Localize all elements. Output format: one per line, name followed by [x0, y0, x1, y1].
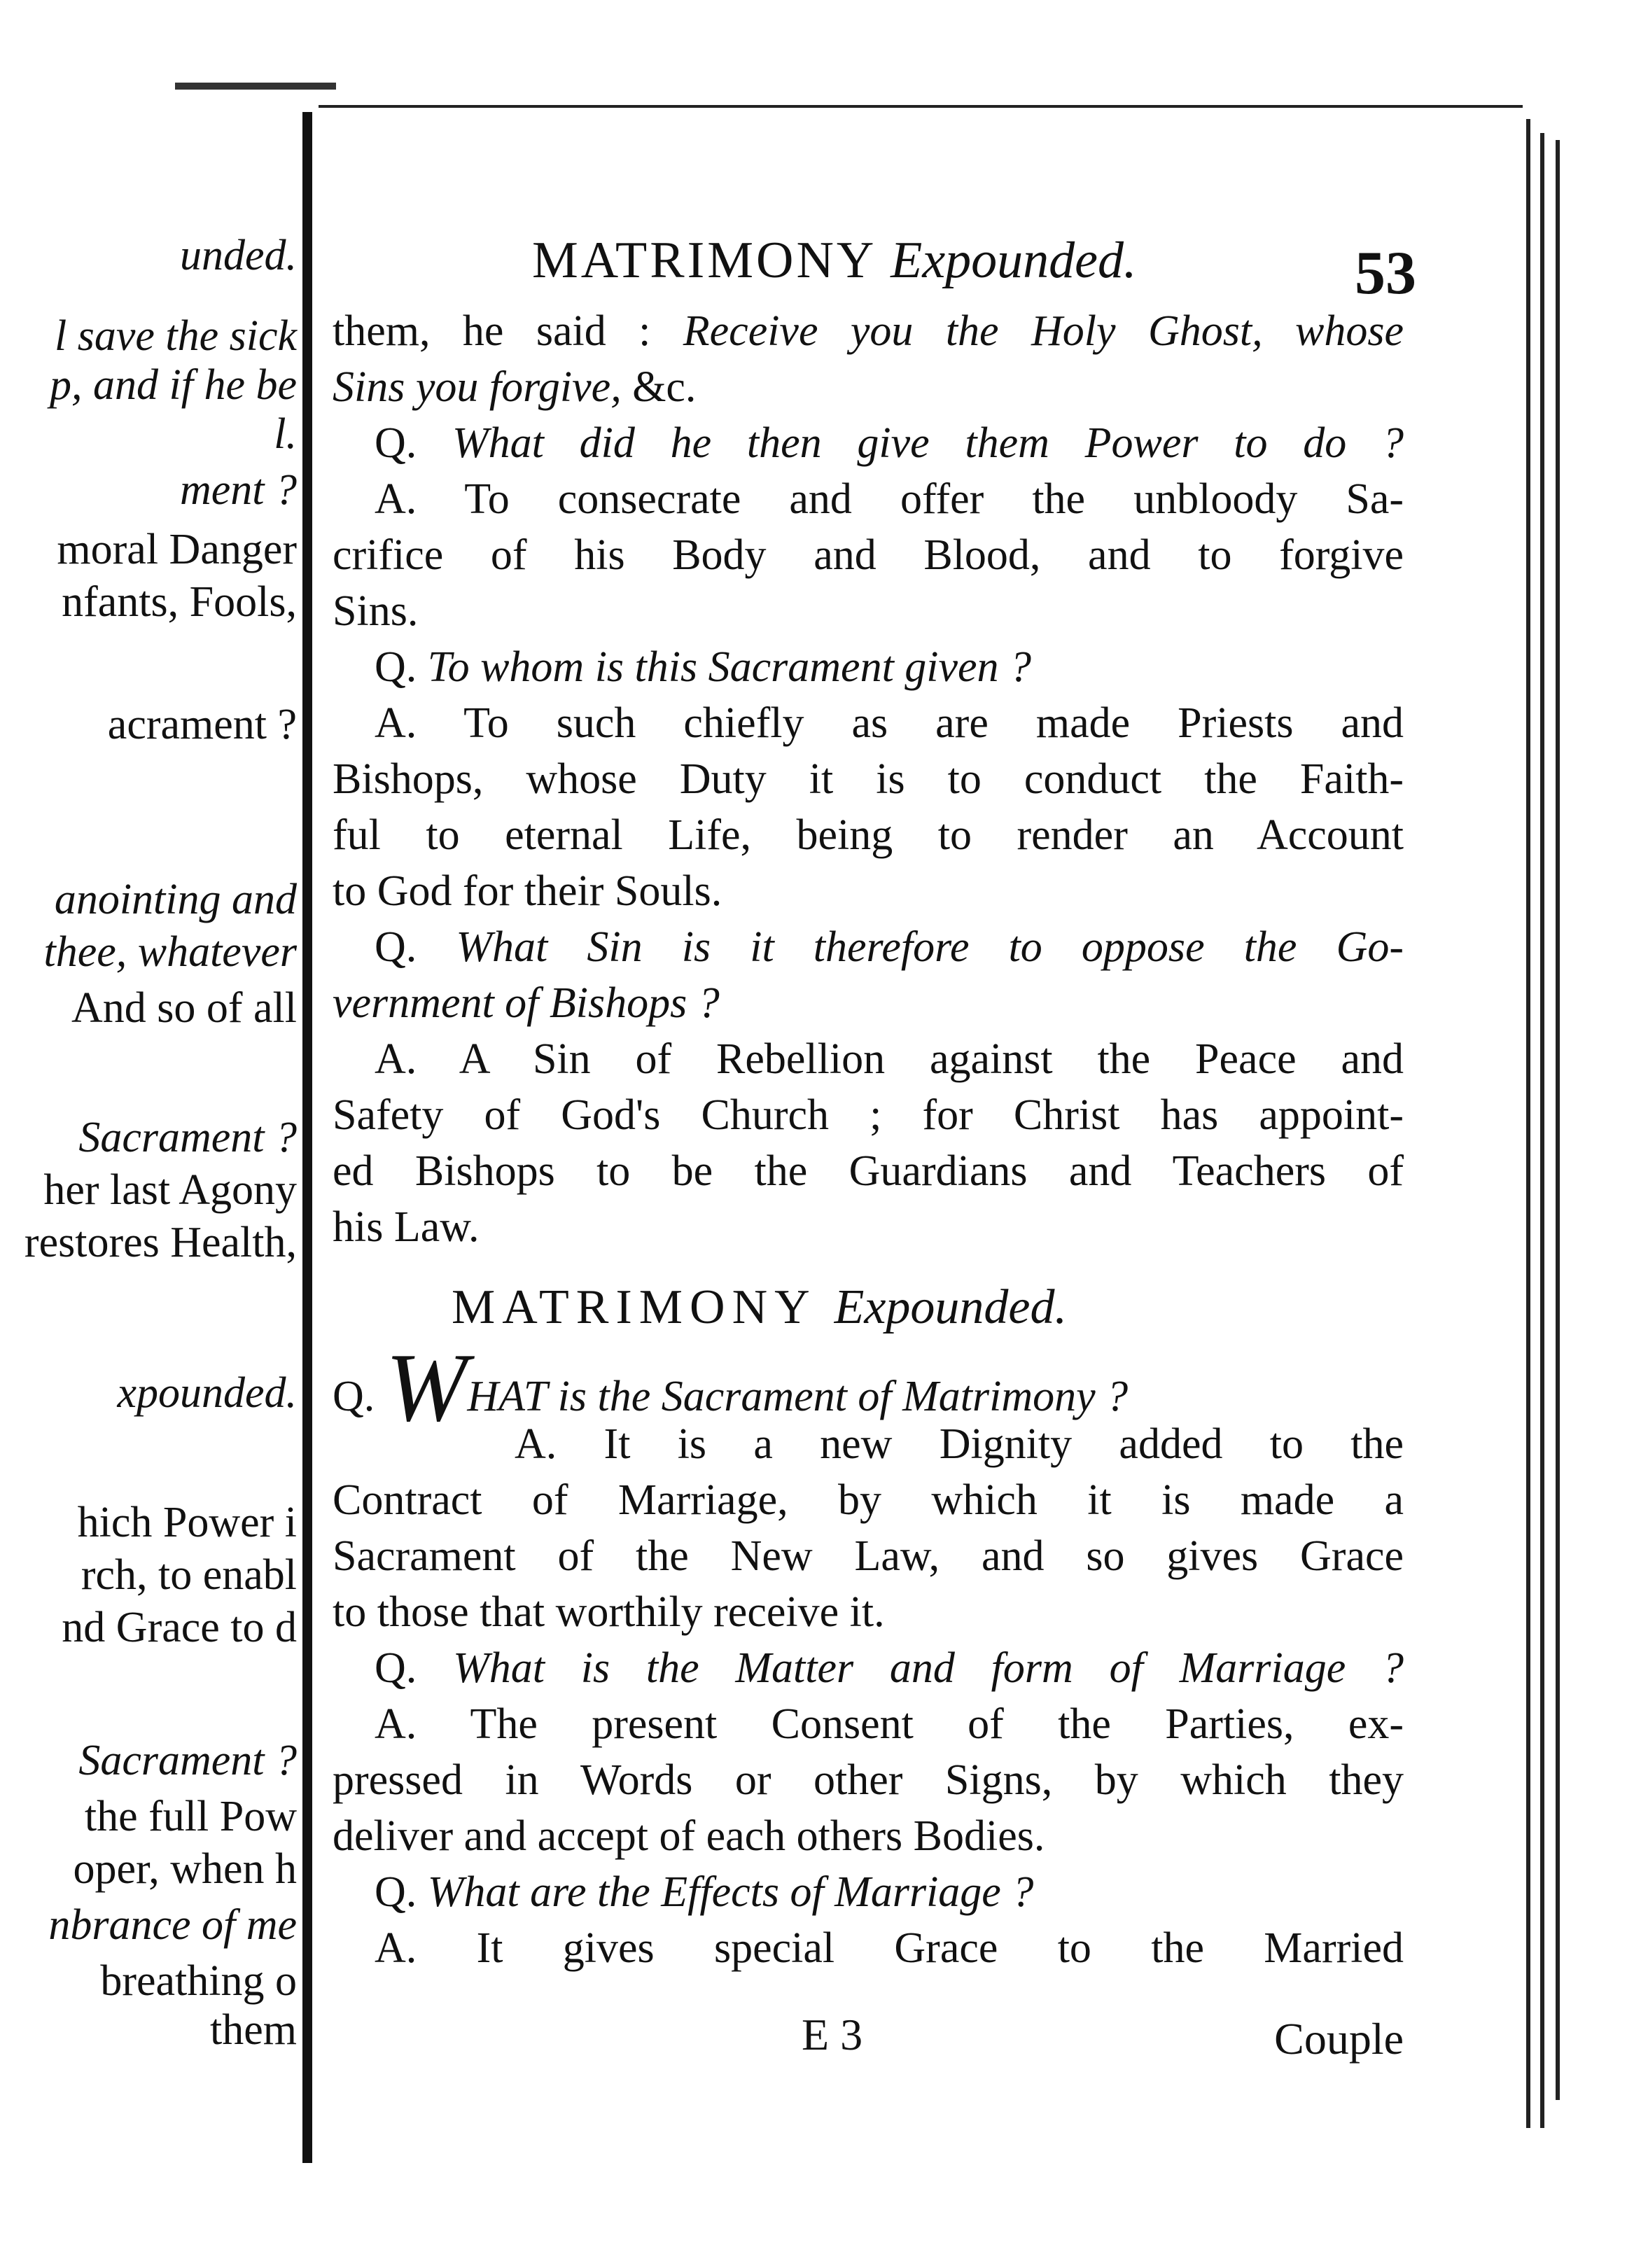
text-line: [333, 359, 1404, 415]
answer-line: A. It gives special Grace to the Married: [375, 1924, 1404, 1972]
left-page-line: acrament ?: [107, 701, 297, 748]
text-line: ful to eternal Life, being to render an Account: [333, 811, 1404, 859]
question-text: To whom is this Sacrament given ?: [427, 643, 1032, 691]
text-line: crifice of his Body and Blood, and to forgive: [333, 531, 1404, 579]
question-text: What did he then give them Power to do ?: [452, 419, 1404, 467]
page-body: [333, 303, 1404, 1976]
question-marker: Q.: [375, 419, 453, 467]
text-run: &c.: [621, 363, 697, 411]
page-edge-1: [1526, 119, 1530, 2128]
left-page-line: moral Danger: [57, 526, 297, 573]
question-line: [333, 1864, 1404, 1920]
question-marker: Q.: [333, 1373, 386, 1420]
page-edge-3: [1556, 140, 1560, 2100]
question-marker: Q.: [375, 1868, 428, 1916]
left-page-line: anointing and: [54, 876, 297, 923]
left-page-line: thee, whatever: [43, 928, 297, 976]
question-text: What Sin is it therefore to oppose the Go-: [456, 923, 1404, 971]
left-page-line: And so of all: [71, 984, 297, 1032]
drop-cap: W: [385, 1334, 468, 1442]
section-heading: [333, 1255, 1404, 1360]
left-page-line: nd Grace to d: [62, 1604, 297, 1651]
text-line: Safety of God's Church ; for Christ has appoint-: [333, 1091, 1404, 1139]
section-heading-italic: Expounded.: [834, 1280, 1067, 1334]
section-heading-caps: MATRIMONY: [452, 1280, 816, 1334]
text-run-italic: Receive you the Holy Ghost, whose: [683, 307, 1404, 355]
left-page-line: hich Power i: [77, 1499, 297, 1546]
answer-line: A. To consecrate and offer the unbloody Sa-: [375, 475, 1404, 523]
text-line: to those that worthily receive it.: [333, 1588, 885, 1636]
question-line: [333, 415, 1404, 471]
text-run: them, he said :: [333, 307, 683, 355]
answer-line: A. It is a new Dignity added to the: [515, 1420, 1404, 1468]
book-top-edge: [175, 83, 336, 90]
page-edge-2: [1540, 133, 1544, 2128]
question-line: [333, 1334, 1404, 1442]
left-page-line: her last Agony: [43, 1166, 297, 1214]
left-page-line: oper, when h: [73, 1845, 297, 1893]
question-text: What are the Effects of Marriage ?: [427, 1868, 1034, 1916]
left-page-line: xpounded.: [117, 1369, 297, 1417]
text-line: pressed in Words or other Signs, by which they: [333, 1756, 1404, 1804]
text-line: Contract of Marriage, by which it is made a: [333, 1476, 1404, 1524]
page-number: 53: [1355, 239, 1416, 307]
left-page-line: p, and if he be: [50, 361, 297, 409]
left-page-line: ment ?: [179, 466, 297, 514]
catchword: Couple: [1274, 2014, 1404, 2064]
left-page-line: restores Health,: [24, 1219, 297, 1266]
question-marker: Q.: [375, 1644, 454, 1692]
left-page-line: breathing o: [100, 1957, 297, 2005]
question-text: HAT is the Sacrament of Matrimony ?: [467, 1373, 1129, 1420]
left-page-line: unded.: [179, 232, 297, 279]
question-line: [333, 919, 1404, 975]
text-line: his Law.: [333, 1203, 480, 1251]
question-line: vernment of Bishops ?: [333, 979, 720, 1027]
running-header: [532, 231, 1470, 308]
book-gutter: [302, 112, 312, 2163]
text-run-italic: Sins you forgive,: [333, 363, 622, 411]
left-page-line: rch, to enabl: [81, 1551, 297, 1599]
question-text: What is the Matter and form of Marriage ?: [453, 1644, 1404, 1692]
question-line: [333, 1640, 1404, 1696]
answer-line: A. The present Consent of the Parties, ex-: [375, 1700, 1404, 1748]
question-line: [333, 639, 1404, 695]
signature-mark: E 3: [802, 2010, 863, 2059]
running-head: [532, 231, 1137, 290]
left-page-line: them: [210, 2006, 297, 2054]
text-line: to God for their Souls.: [333, 867, 722, 915]
running-head-caps: MATRIMONY: [532, 232, 875, 289]
answer-line: A. A Sin of Rebellion against the Peace and: [375, 1035, 1404, 1083]
left-page-line: Sacrament ?: [78, 1114, 297, 1161]
left-page-fragment: [0, 84, 301, 2156]
answer-line: A. To such chiefly as are made Priests and: [375, 699, 1404, 747]
page-footer: [333, 2009, 1404, 2065]
running-head-italic: Expounded.: [891, 232, 1137, 289]
text-line: Sacrament of the New Law, and so gives Grace: [333, 1532, 1404, 1580]
question-marker: Q.: [375, 643, 428, 691]
question-marker: Q.: [375, 923, 456, 971]
left-page-line: Sacrament ?: [78, 1737, 297, 1784]
text-line: ed Bishops to be the Guardians and Teachers of: [333, 1147, 1404, 1195]
left-page-line: the full Pow: [84, 1793, 297, 1840]
text-line: deliver and accept of each others Bodies.: [333, 1812, 1045, 1860]
left-page-line: nbrance of me: [48, 1901, 297, 1949]
text-line: [333, 303, 1404, 359]
text-line: Bishops, whose Duty it is to conduct the Faith-: [333, 755, 1404, 803]
left-page-line: l save the sick: [54, 312, 297, 360]
left-page-line: l.: [274, 410, 297, 458]
left-page-line: nfants, Fools,: [62, 578, 297, 626]
text-line: Sins.: [333, 587, 419, 635]
